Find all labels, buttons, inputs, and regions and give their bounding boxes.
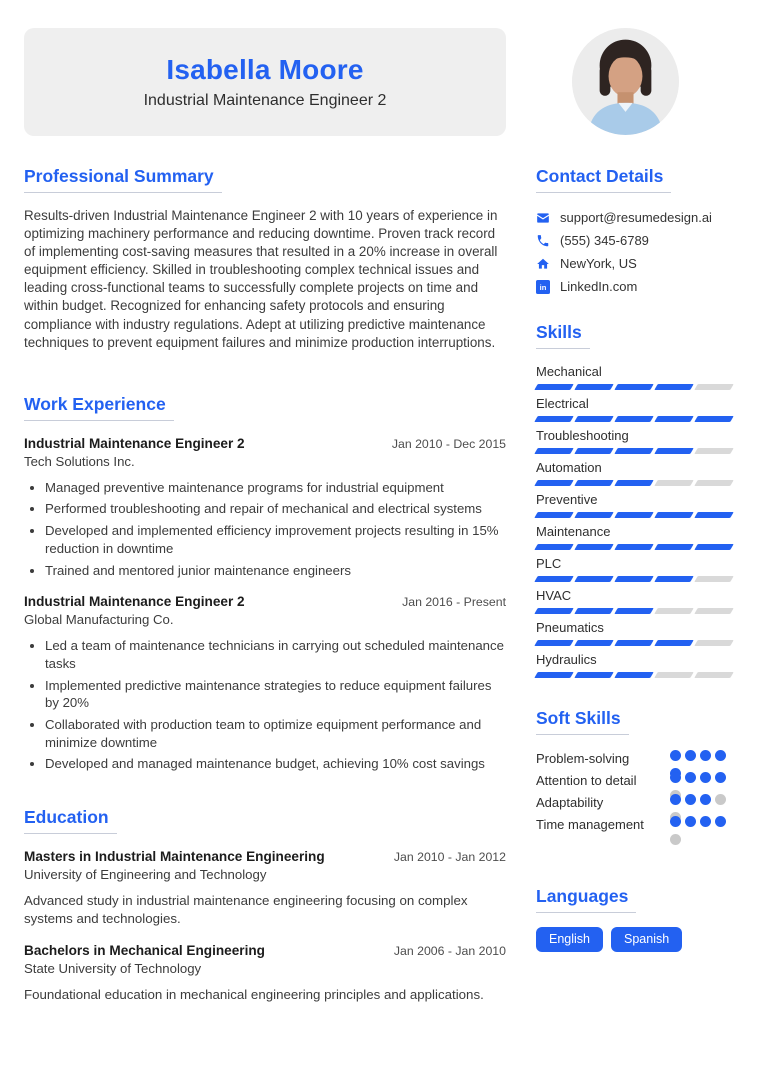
skill-row	[536, 651, 744, 678]
soft-skill-dot-filled	[670, 772, 681, 783]
header-card	[24, 28, 506, 136]
skill-segment-filled	[614, 416, 653, 422]
job-company: Tech Solutions Inc.	[24, 453, 135, 469]
soft-skill-dot-filled	[715, 816, 726, 827]
soft-skill-name: Time management	[536, 817, 644, 832]
left-column	[24, 166, 506, 1004]
skill-level-bar	[536, 512, 738, 518]
degree-dates: Jan 2010 - Jan 2012	[393, 850, 506, 864]
skill-level-bar	[536, 608, 738, 614]
skill-segment-empty	[654, 672, 693, 678]
skill-segment-filled	[694, 512, 733, 518]
skill-row	[536, 491, 744, 518]
skill-segment-empty	[654, 608, 693, 614]
skill-segment-filled	[574, 672, 613, 678]
avatar-illustration	[572, 28, 679, 135]
contact-item-email	[536, 210, 744, 225]
skill-segment-empty	[694, 640, 733, 646]
skill-level-bar	[536, 544, 738, 550]
skill-segment-filled	[574, 416, 613, 422]
skill-level-bar	[536, 576, 738, 582]
skill-row	[536, 587, 744, 614]
skill-name: Maintenance	[536, 524, 611, 539]
skill-level-bar	[536, 384, 738, 390]
soft-skill-dot-filled	[700, 794, 711, 805]
job-entry	[24, 594, 506, 773]
job-company: Global Manufacturing Co.	[24, 612, 174, 628]
skill-segment-filled	[614, 512, 653, 518]
degree-title: Bachelors in Mechanical Engineering	[24, 942, 265, 958]
skills-heading: Skills	[536, 322, 590, 349]
job-bullet: • Managed preventive maintenance programs for industrial equipment	[45, 479, 506, 497]
contact-phone-text: (555) 345-6789	[560, 233, 649, 248]
education-heading: Education	[24, 807, 117, 834]
skill-level-bar	[536, 448, 738, 454]
job-dates: Jan 2016 - Present	[402, 595, 506, 610]
degree-header	[24, 943, 506, 958]
languages-list	[536, 927, 744, 952]
skill-segment-empty	[694, 672, 733, 678]
skill-segment-filled	[614, 544, 653, 550]
soft-skill-row	[536, 816, 744, 838]
skill-segment-filled	[694, 544, 733, 550]
skill-segment-filled	[534, 576, 573, 582]
skill-segment-empty	[694, 384, 733, 390]
section-skills	[536, 322, 744, 678]
soft-skill-row	[536, 772, 744, 794]
summary-heading: Professional Summary	[24, 166, 222, 193]
skill-segment-empty	[694, 576, 733, 582]
soft-skill-dot-filled	[685, 816, 696, 827]
soft-skill-dot-filled	[715, 772, 726, 783]
job-header	[24, 436, 506, 451]
skill-segment-filled	[614, 672, 653, 678]
soft-skill-dot-empty	[715, 794, 726, 805]
skill-segment-filled	[534, 416, 573, 422]
contact-heading: Contact Details	[536, 166, 671, 193]
skill-segment-filled	[654, 448, 693, 454]
soft-skill-name: Attention to detail	[536, 773, 637, 788]
skill-segment-filled	[534, 672, 573, 678]
soft-skill-dot-filled	[670, 750, 681, 761]
skill-segment-filled	[574, 544, 613, 550]
skill-row	[536, 427, 744, 454]
candidate-name: Isabella Moore	[166, 54, 364, 85]
skill-row	[536, 459, 744, 486]
soft-skill-dot-filled	[700, 816, 711, 827]
soft-skill-dot-filled	[670, 816, 681, 827]
soft-skills-list	[536, 750, 744, 838]
job-bullet: • Developed and managed maintenance budget, achieving 10% cost savings	[45, 755, 506, 773]
soft-skill-dot-filled	[670, 794, 681, 805]
experience-heading: Work Experience	[24, 394, 174, 421]
soft-skill-dot-filled	[685, 794, 696, 805]
skill-segment-filled	[534, 608, 573, 614]
content-columns	[24, 166, 744, 1004]
skill-segment-filled	[614, 384, 653, 390]
header-row	[24, 28, 744, 136]
skill-name: Electrical	[536, 396, 589, 411]
section-soft-skills	[536, 708, 744, 838]
skill-segment-filled	[534, 384, 573, 390]
candidate-job-title: Industrial Maintenance Engineer 2	[143, 92, 387, 109]
degree-description: Foundational education in mechanical engineering principles and applications.	[24, 986, 484, 1002]
skill-row	[536, 395, 744, 422]
skill-segment-filled	[534, 480, 573, 486]
soft-skill-dot-filled	[700, 772, 711, 783]
right-column	[536, 166, 744, 1004]
skill-segment-empty	[694, 480, 733, 486]
soft-skill-name: Adaptability	[536, 795, 604, 810]
job-bullet: • Led a team of maintenance technicians in carrying out scheduled maintenance tasks	[45, 637, 506, 672]
degree-entry	[24, 849, 506, 928]
skill-segment-filled	[614, 448, 653, 454]
section-contact-details	[536, 166, 744, 294]
skill-segment-filled	[534, 640, 573, 646]
soft-skill-dot-filled	[700, 750, 711, 761]
languages-heading: Languages	[536, 886, 636, 913]
skill-segment-empty	[694, 448, 733, 454]
summary-text: Results-driven Industrial Maintenance Engineer 2 with 10 years of experience in optimizing machinery performance and reducing downtime. Proven track record of implementing cost-saving measures that resulted in a 20% increase in overall equipment efficiency. Skilled in troubleshooting complex technical issues and leading cross-functional teams to successfully complete projects on time and within budget. Recognized for enhancing safety protocols and ensuring compliance with industry regulations. Adept at utilizing predictive maintenance techniques to prevent equipment failures and minimize production interruptions.	[24, 208, 498, 350]
degree-description: Advanced study in industrial maintenance engineering focusing on complex systems and technologies.	[24, 893, 468, 926]
degree-title: Masters in Industrial Maintenance Engineering	[24, 849, 325, 864]
section-work-experience	[24, 394, 506, 773]
job-bullet-list	[24, 479, 506, 579]
job-header	[24, 594, 506, 609]
skill-name: Hydraulics	[536, 652, 597, 667]
language-badge: English	[536, 927, 603, 952]
degree-school: University of Engineering and Technology	[24, 867, 267, 882]
profile-photo	[572, 28, 679, 135]
skill-segment-filled	[574, 608, 613, 614]
skill-segment-filled	[534, 512, 573, 518]
job-dates: Jan 2010 - Dec 2015	[391, 436, 506, 451]
skill-name: Pneumatics	[536, 620, 604, 635]
home-icon	[536, 257, 550, 271]
degree-header	[24, 849, 506, 864]
job-bullet-list	[24, 637, 506, 773]
job-title: Industrial Maintenance Engineer 2	[24, 594, 245, 610]
soft-skill-dot-filled	[685, 772, 696, 783]
section-languages	[536, 886, 744, 952]
degree-entry	[24, 943, 506, 1004]
skill-segment-filled	[574, 640, 613, 646]
language-badge: Spanish	[611, 927, 682, 952]
section-education	[24, 807, 506, 1004]
skill-segment-filled	[614, 608, 653, 614]
skill-level-bar	[536, 416, 738, 422]
contact-location-text: NewYork, US	[560, 256, 637, 271]
skill-name: PLC	[536, 556, 562, 571]
soft-skill-dot-filled	[685, 750, 696, 761]
skill-row	[536, 619, 744, 646]
svg-text:in: in	[539, 282, 547, 292]
skill-segment-empty	[654, 480, 693, 486]
degree-school: State University of Technology	[24, 960, 202, 976]
phone-icon	[536, 234, 550, 248]
skill-segment-filled	[574, 384, 613, 390]
skill-segment-filled	[574, 512, 613, 518]
skill-level-bar	[536, 480, 738, 486]
skill-row	[536, 523, 744, 550]
skill-row	[536, 555, 744, 582]
skill-name: Troubleshooting	[536, 428, 629, 443]
skill-segment-filled	[694, 416, 733, 422]
skill-segment-filled	[654, 640, 693, 646]
skill-segment-filled	[574, 480, 613, 486]
soft-skill-dot-filled	[715, 750, 726, 761]
contact-list	[536, 210, 744, 294]
skill-level-bar	[536, 672, 738, 678]
job-bullet: • Developed and implemented efficiency improvement projects resulting in 15% reduction in downtime	[45, 522, 506, 557]
email-icon	[536, 211, 550, 225]
soft-skill-dots	[670, 816, 726, 845]
skill-segment-filled	[534, 544, 573, 550]
skill-segment-filled	[614, 640, 653, 646]
job-bullet: • Performed troubleshooting and repair of mechanical and electrical systems	[45, 500, 506, 518]
skill-segment-filled	[654, 416, 693, 422]
skill-segment-filled	[654, 512, 693, 518]
skill-name: HVAC	[536, 588, 572, 603]
soft-skill-name: Problem-solving	[536, 751, 630, 766]
skill-segment-filled	[574, 448, 613, 454]
job-bullet: • Implemented predictive maintenance strategies to reduce equipment failures by 20%	[45, 677, 506, 712]
soft-skill-dot-empty	[670, 834, 681, 845]
job-entry	[24, 436, 506, 579]
contact-item-linkedin	[536, 279, 744, 294]
skill-segment-empty	[694, 608, 733, 614]
soft-skills-heading: Soft Skills	[536, 708, 629, 735]
skill-level-bar	[536, 640, 738, 646]
section-professional-summary	[24, 166, 506, 352]
job-bullet: • Collaborated with production team to optimize equipment performance and minimize downtime	[45, 716, 506, 751]
skill-segment-filled	[654, 384, 693, 390]
soft-skill-row	[536, 794, 744, 816]
skill-row	[536, 363, 744, 390]
skill-segment-filled	[654, 544, 693, 550]
linkedin-icon	[536, 280, 550, 294]
skill-segment-filled	[534, 448, 573, 454]
profile-photo-area	[506, 28, 744, 136]
skill-segment-filled	[614, 480, 653, 486]
contact-item-location	[536, 256, 744, 271]
skill-name: Mechanical	[536, 364, 602, 379]
contact-item-phone	[536, 233, 744, 248]
skills-list	[536, 363, 744, 678]
degree-dates: Jan 2006 - Jan 2010	[393, 943, 506, 958]
skill-segment-filled	[574, 576, 613, 582]
skill-name: Automation	[536, 460, 602, 475]
contact-email-text: support@resumedesign.ai	[560, 210, 712, 225]
skill-segment-filled	[614, 576, 653, 582]
job-bullet: • Trained and mentored junior maintenance engineers	[45, 562, 506, 580]
skill-name: Preventive	[536, 492, 598, 507]
skill-segment-filled	[654, 576, 693, 582]
contact-linkedin-text: LinkedIn.com	[560, 279, 638, 294]
job-title: Industrial Maintenance Engineer 2	[24, 435, 245, 451]
soft-skill-row	[536, 750, 744, 772]
